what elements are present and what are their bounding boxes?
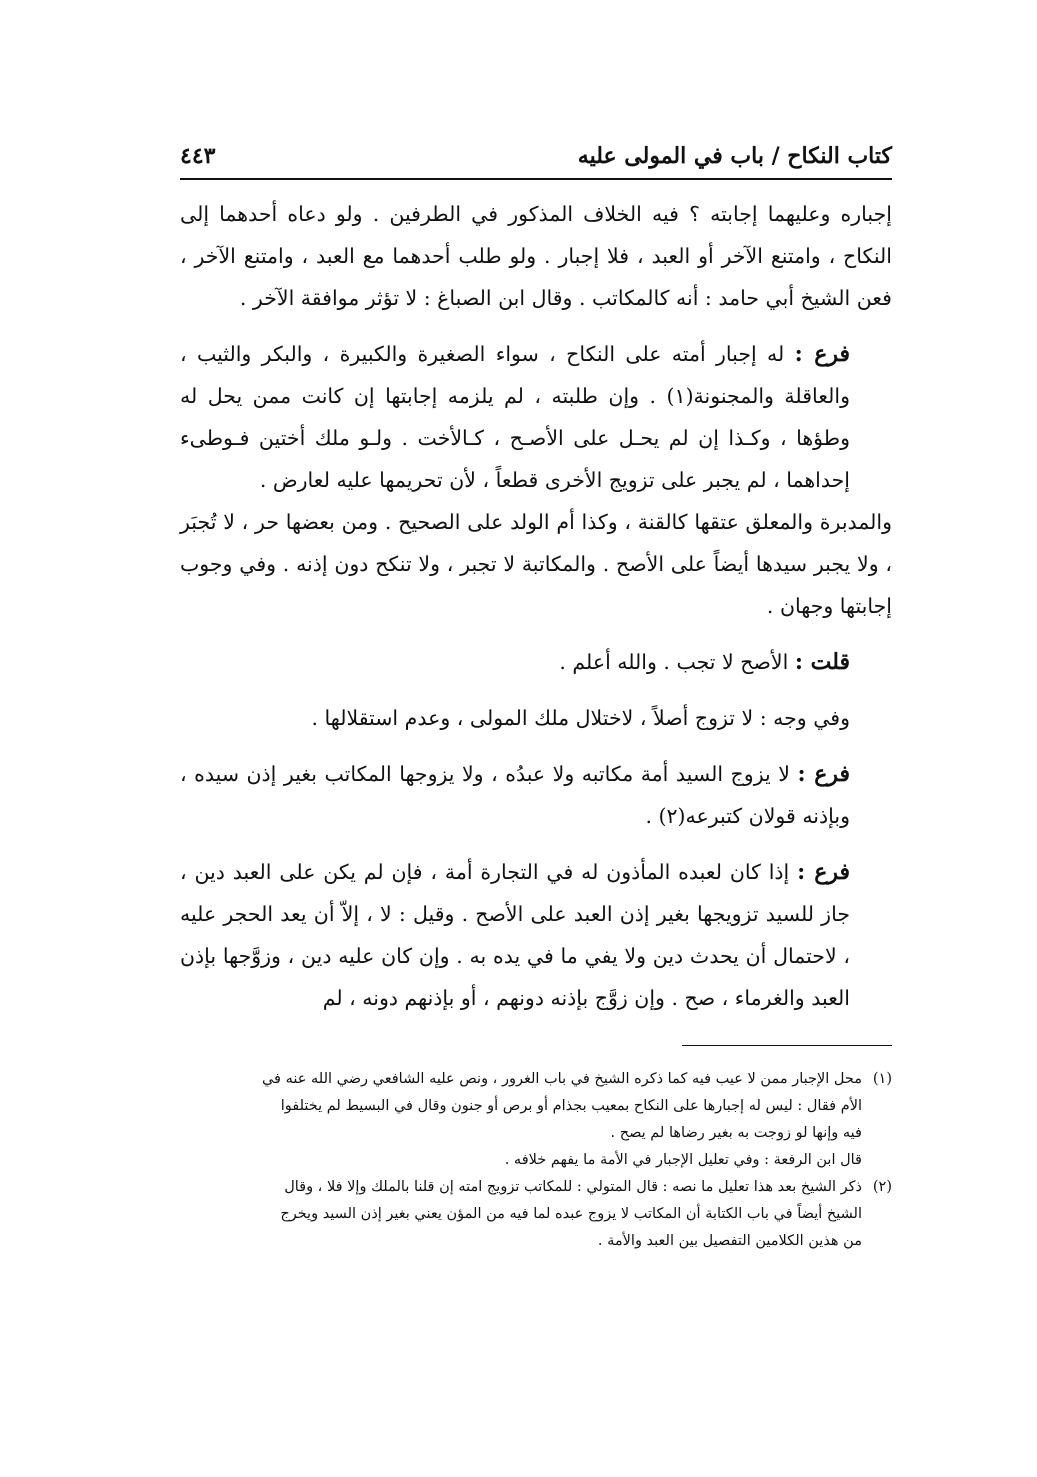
paragraph-text: الأصح لا تجب . والله أعلم .: [559, 650, 789, 674]
footnote-line: فيه وإنها لو زوجت به بغير رضاها لم يصح .: [610, 1125, 862, 1141]
paragraph-mudabbara: [180, 501, 892, 627]
footnote-number: (٢): [872, 1179, 892, 1195]
footnote-1: [180, 1066, 892, 1174]
section-lead: فرع :: [797, 859, 850, 885]
footnote-2: [180, 1174, 892, 1255]
main-text: [180, 193, 892, 1019]
footnote-body: [180, 1174, 862, 1255]
footnote-line: من هذين الكلامين التفصيل بين العبد والأمة .: [597, 1233, 862, 1249]
running-header: [180, 135, 892, 179]
section-lead: فرع :: [797, 761, 850, 787]
section-lead: قلت :: [794, 649, 850, 675]
page-number: ٤٤٣: [180, 143, 216, 169]
header-rule: [180, 178, 892, 180]
footnote-line: قال ابن الرفعة : وفي تعليل الإجبار في الأمة ما يفهم خلافه .: [504, 1152, 862, 1168]
paragraph-text: له إجبار أمته على النكاح ، سواء الصغيرة والكبيرة ، والبكر والثيب ، والعاقلة والمجنونة(١) . وإن طلبته ، لم يلزمه إجابتها إن كانت ممن يحل له وطؤها ، وكـذا إن لم يحـل على الأصـح ، كـالأخت . ولـو ملك أختين فـوطىء إحداهما ، لم يجبر على تزويج الأخرى قطعاً ، لأن تحريمها عليه لعارض .: [180, 342, 850, 492]
paragraph-far-mahdhun: [180, 851, 892, 1019]
paragraph-far-slave-girl: [180, 333, 892, 501]
paragraph-text: إذا كان لعبده المأذون له في التجارة أمة ، فإن لم يكن على العبد دين ، جاز للسيد تزويجها بغير إذن العبد على الأصح . وقيل : لا ، إلاّ أن يعد الحجر عليه ، لاحتمال أن يحدث دين ولا يفي ما في يده به . وإن كان عليه دين ، وزوَّجها بإذن العبد والغرماء ، صح . وإن زوَّج بإذنه دونهم ، أو بإذنهم دونه ، لم: [180, 860, 850, 1010]
footnotes: [180, 1066, 892, 1255]
paragraph-far-mukatab: [180, 753, 892, 837]
paragraph-wajh: [180, 697, 892, 739]
footnote-line: ذكر الشيخ بعد هذا تعليل ما نصه : قال المتولي : للمكاتب تزويج امته إن قلنا بالملك وإلا فلا ، وقال: [284, 1179, 862, 1195]
footnote-line: الشيخ أيضاً في باب الكتابة أن المكاتب لا يزوج عبده لما فيه من المؤن يعني بغير إذن السيد ويخرج: [280, 1206, 862, 1222]
paragraph-text: إجباره وعليهما إجابته ؟ فيه الخلاف المذكور في الطرفين . ولو دعاه أحدهما إلى النكاح ، وامتنع الآخر أو العبد ، فلا إجبار . ولو طلب أحدهما مع العبد ، وامتنع الآخر ، فعن الشيخ أبي حامد : أنه كالمكاتب . وقال ابن الصباغ : لا تؤثر موافقة الآخر .: [180, 202, 892, 310]
paragraph-text: وفي وجه : لا تزوج أصلاً ، لاختلال ملك المولى ، وعدم استقلالها .: [311, 706, 850, 730]
paragraph-qultu: [180, 641, 892, 683]
footnote-rule: [682, 1045, 892, 1046]
paragraph-continuation: [180, 193, 892, 319]
footnote-line: محل الإجبار ممن لا عيب فيه كما ذكره الشيخ في باب الغرور ، ونص عليه الشافعي رضي الله عنه في: [261, 1071, 862, 1087]
footnote-line: الأم فقال : ليس له إجبارها على النكاح بمعيب بجذام أو برص أو جنون وقال في البسيط لم يختلفوا: [280, 1098, 862, 1114]
paragraph-text: والمدبرة والمعلق عتقها كالقنة ، وكذا أم الولد على الصحيح . ومن بعضها حر ، لا تُجبَر ، ولا يجبر سيدها أيضاً على الأصح . والمكاتبة لا تجبر ، ولا تنكح دون إذنه . وفي وجوب إجابتها وجهان .: [180, 510, 892, 618]
footnote-body: [180, 1066, 862, 1174]
footnote-number: (١): [872, 1071, 892, 1087]
book-page: [180, 135, 892, 1355]
running-header-title: كتاب النكاح / باب في المولى عليه: [577, 143, 892, 169]
section-lead: فرع :: [794, 341, 850, 367]
paragraph-text: لا يزوج السيد أمة مكاتبه ولا عبدُه ، ولا يزوجها المكاتب بغير إذن سيده ، وبإذنه قولان كتبرعه(٢) .: [180, 762, 850, 828]
